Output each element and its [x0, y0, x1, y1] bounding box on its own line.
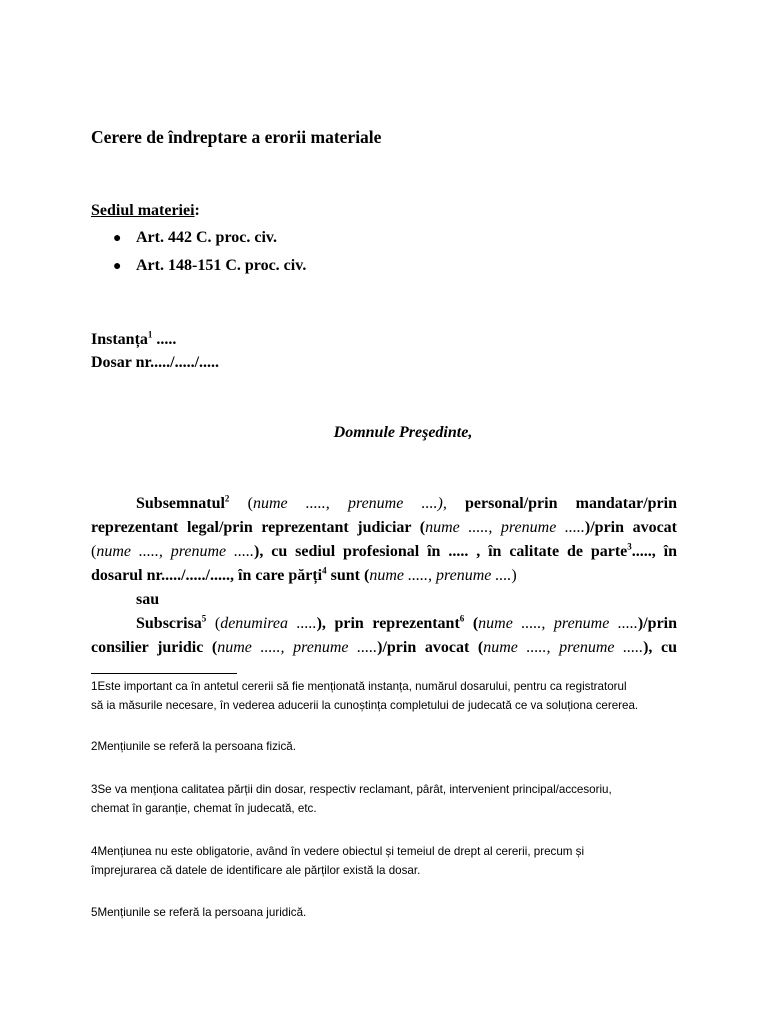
text-segment: personal/prin mandatar/prin — [446, 495, 678, 512]
text-segment: ), prin reprezentant — [316, 615, 460, 632]
list-item — [113, 256, 306, 284]
footnote-ref-1: 1 — [147, 329, 153, 340]
text-segment: )/prin — [637, 615, 678, 632]
footnote-3 — [91, 780, 691, 818]
footnote-ref-3: 3 — [627, 541, 632, 552]
footnote-text: Se va menționa calitatea părții din dosar, respectiv reclamant, pârât, intervenient principal/accesoriu, — [97, 783, 612, 796]
body-line — [91, 492, 677, 516]
articles-list — [113, 228, 306, 284]
sediul-materiei-colon: : — [194, 202, 200, 219]
case-header — [91, 328, 219, 374]
text-segment: ), cu — [643, 639, 678, 656]
list-item — [113, 228, 306, 256]
footnote-number: 4 — [91, 845, 98, 858]
text-segment: ( — [91, 543, 97, 560]
text-segment: ( — [206, 615, 221, 632]
subsemnatul-label: Subsemnatul — [136, 495, 225, 512]
text-segment: nume ....., prenume ..... — [483, 639, 644, 656]
text-segment: )/prin avocat ( — [377, 639, 484, 656]
instanta-label: Instanța — [91, 331, 148, 348]
footnote-text: să ia măsurile necesare, în vederea aducerii la cunoștința completului de judecată ce va soluționa cererea. — [91, 699, 639, 712]
footnote-5 — [91, 903, 691, 922]
text-segment: ), cu sediul profesional în ..... , în calitate de parte — [254, 543, 628, 560]
text-segment: nume ....., prenume ....), — [252, 495, 447, 512]
footnote-number: 3 — [91, 783, 98, 796]
salutation: Domnule Preşedinte, — [333, 424, 473, 441]
footnote-ref-4: 4 — [322, 565, 327, 576]
body-line — [91, 612, 677, 636]
document-body — [91, 492, 677, 660]
footnote-ref-2: 2 — [224, 493, 230, 504]
text-segment: nume ....., prenume ..... — [217, 639, 378, 656]
footnote-number: 2 — [91, 740, 98, 753]
instanta-line — [91, 328, 219, 351]
footnote-separator — [91, 673, 237, 674]
footnote-text: împrejurarea că datele de identificare ale părților există la dosar. — [91, 864, 421, 877]
footnote-text: Mențiunile se referă la persoana juridică. — [97, 906, 307, 919]
footnote-text: Este important ca în antetul cererii să fie menționată instanța, numărul dosarului, pentru ca registratorul — [97, 680, 627, 693]
text-segment: nume ....., prenume ..... — [96, 543, 255, 560]
text-segment: consilier juridic ( — [91, 639, 218, 656]
bullet-icon: ● — [113, 231, 122, 246]
subscrisa-label: Subscrisa — [136, 615, 202, 632]
footnote-4 — [91, 842, 691, 880]
article-ref: Art. 148-151 C. proc. civ. — [136, 257, 307, 274]
document-title: Cerere de îndreptare a erorii materiale — [91, 127, 382, 147]
footnote-text: Mențiunea nu este obligatorie, având în vedere obiectul și temeiul de drept al cererii, precum și — [97, 845, 585, 858]
sau-line: sau — [136, 591, 160, 608]
text-segment: reprezentant legal/prin reprezentant judiciar ( — [91, 519, 426, 536]
footnote-text: chemat în garanție, chemat în judecată, etc. — [91, 802, 317, 815]
sediul-materiei-label: Sediul materiei — [91, 202, 195, 219]
text-segment: nume ....., prenume ..... — [478, 615, 638, 632]
article-ref: Art. 442 C. proc. civ. — [136, 229, 278, 246]
text-segment: ( — [229, 495, 253, 512]
text-segment: nume ....., prenume ..... — [425, 519, 585, 536]
instanta-placeholder: ..... — [152, 331, 177, 348]
bullet-icon: ● — [113, 259, 122, 274]
footnote-ref-6: 6 — [459, 613, 465, 624]
footnote-ref-5: 5 — [201, 613, 207, 624]
footnote-text: Mențiunile se referă la persoana fizică. — [97, 740, 296, 753]
text-segment: )/prin avocat — [584, 519, 678, 536]
footnote-number: 5 — [91, 906, 98, 919]
text-segment: dosarul nr...../...../....., în care părți — [91, 567, 323, 584]
text-segment: ) — [511, 567, 517, 584]
dosar-line: Dosar nr...../...../..... — [91, 354, 220, 371]
footnote-2 — [91, 737, 691, 756]
footnote-number: 1 — [91, 680, 98, 693]
body-line — [91, 564, 677, 588]
body-line — [91, 636, 677, 660]
body-line — [91, 540, 677, 564]
text-segment: nume ....., prenume .... — [369, 567, 512, 584]
sediul-materiei-heading — [91, 202, 200, 220]
body-line — [91, 516, 677, 540]
text-segment: ( — [464, 615, 479, 632]
text-segment: ....., în — [631, 543, 678, 560]
footnote-1 — [91, 677, 691, 715]
text-segment: sunt ( — [326, 567, 370, 584]
text-segment: denumirea ..... — [220, 615, 317, 632]
